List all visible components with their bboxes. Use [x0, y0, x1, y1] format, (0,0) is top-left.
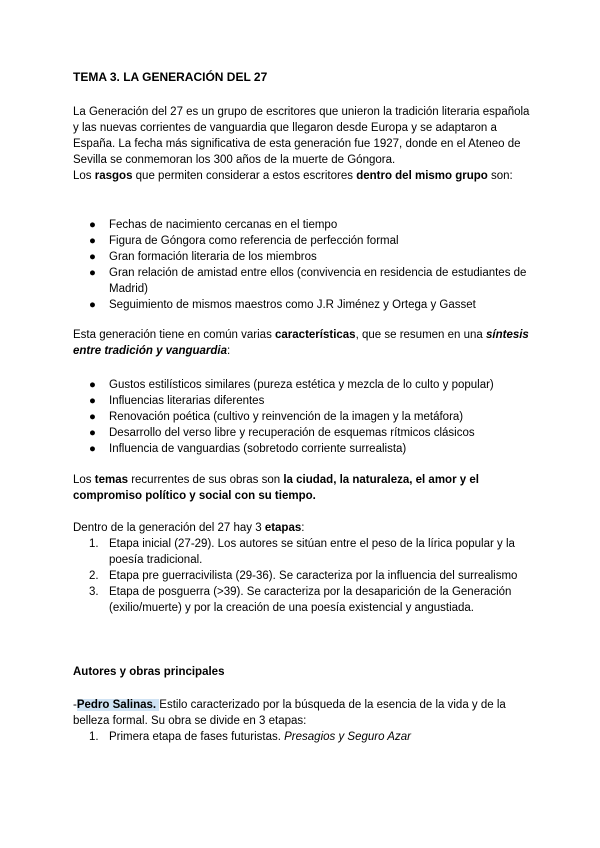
list-item-text: Etapa inicial (27-29). Los autores se sitúan entre el peso de la lírica popular y la poesía tradicional. — [109, 538, 515, 566]
caract-post: : — [227, 345, 231, 357]
caract-bold-italic: síntesis entre tradición y vanguardia — [73, 329, 529, 357]
caract-mid: , que se resumen en una — [355, 329, 486, 341]
list-number: 3. — [89, 586, 99, 598]
bullet-icon: ● — [89, 267, 96, 279]
salinas-paragraph — [73, 697, 533, 729]
list-item-text: Etapa pre guerracivilista (29-36). Se caracteriza por la influencia del surrealismo — [109, 570, 518, 582]
list-item-text: Gustos estilísticos similares (pureza estética y mezcla de lo culto y popular) — [109, 379, 494, 391]
list-number: 1. — [89, 731, 99, 743]
temas-bold-list: la ciudad, la naturaleza, el amor y el compromiso político y social con su tiempo. — [73, 474, 479, 502]
list-item-text: Desarrollo del verso libre y recuperación de esquemas rítmicos clásicos — [109, 427, 475, 439]
etapas-pre: Dentro de la generación del 27 hay 3 — [73, 522, 265, 534]
list-item — [73, 729, 533, 745]
caracteristicas-list — [73, 377, 533, 457]
list-item-text: Fechas de nacimiento cercanas en el tiempo — [109, 219, 338, 231]
etapas-bold: etapas — [264, 522, 302, 534]
bullet-icon: ● — [89, 235, 96, 247]
etapas-intro — [73, 520, 533, 536]
list-item-text: Gran relación de amistad entre ellos (convivencia en residencia de estudiantes de Madrid) — [109, 267, 527, 295]
list-item — [73, 584, 533, 616]
list-item-text: Renovación poética (cultivo y reinvención de la imagen y la metáfora) — [109, 411, 464, 423]
list-item — [73, 536, 533, 568]
list-number: 1. — [89, 538, 99, 550]
intro-rasgos-bold: rasgos — [94, 170, 133, 182]
temas-pre: Los — [73, 474, 95, 486]
list-item — [73, 233, 533, 249]
salinas-text: Estilo caracterizado por la búsqueda de la esencia de la vida y de la belleza formal. Su obra se divide en 3 etapas: — [73, 699, 506, 727]
salinas-works-italic: Presagios y Seguro Azar — [284, 731, 411, 743]
autores-heading: Autores y obras principales — [73, 666, 225, 678]
bullet-icon: ● — [89, 299, 96, 311]
temas-mid: recurrentes de sus obras son — [128, 474, 284, 486]
list-item — [73, 217, 533, 233]
list-item-text: Influencias literarias diferentes — [109, 395, 265, 407]
intro-line2-pre: Los — [73, 170, 95, 182]
list-item-text: Influencia de vanguardias (sobretodo corriente surrealista) — [109, 443, 407, 455]
caract-pre: Esta generación tiene en común varias — [73, 329, 276, 341]
bullet-icon: ● — [89, 443, 96, 455]
intro-paragraph — [73, 104, 533, 184]
list-item-text: Figura de Góngora como referencia de perfección formal — [109, 235, 399, 247]
list-item — [73, 265, 533, 297]
list-item-text: Primera etapa de fases futuristas. — [109, 731, 285, 743]
bullet-icon: ● — [89, 219, 96, 231]
list-item — [73, 377, 533, 393]
list-item — [73, 393, 533, 409]
list-item — [73, 441, 533, 457]
intro-grupo-bold: dentro del mismo grupo — [356, 170, 488, 182]
list-item — [73, 425, 533, 441]
caract-bold: características — [275, 329, 356, 341]
caracteristicas-paragraph — [73, 327, 533, 359]
temas-bold: temas — [94, 474, 128, 486]
rasgos-list — [73, 217, 533, 313]
bullet-icon: ● — [89, 427, 96, 439]
list-item-text: Seguimiento de mismos maestros como J.R Jiménez y Ortega y Gasset — [109, 299, 476, 311]
bullet-icon: ● — [89, 379, 96, 391]
list-item — [73, 409, 533, 425]
list-item-text: Gran formación literaria de los miembros — [109, 251, 317, 263]
list-item-text: Etapa de posguerra (>39). Se caracteriza por la desaparición de la Generación (exilio/muerte) y por la creación de una poesía existencial y angustiada. — [109, 586, 512, 614]
bullet-icon: ● — [89, 411, 96, 423]
salinas-name-highlight: Pedro Salinas. — [76, 699, 160, 711]
bullet-icon: ● — [89, 251, 96, 263]
etapas-post: : — [301, 522, 305, 534]
list-item — [73, 297, 533, 313]
etapas-list — [73, 536, 533, 616]
salinas-dash: - — [73, 699, 77, 711]
intro-line2-mid: que permiten considerar a estos escritores — [132, 170, 357, 182]
intro-text: La Generación del 27 es un grupo de escritores que unieron la tradición literaria española y las nuevas corrientes de vanguardia que llegaron desde Europa y se adaptaron a España. La fecha más significativa de esta generación fue 1927, donde en el Ateneo de Sevilla se conmemoran los 300 años de la muerte de Góngora. — [73, 106, 530, 166]
list-item — [73, 568, 533, 584]
bullet-icon: ● — [89, 395, 96, 407]
temas-paragraph — [73, 472, 533, 504]
page-title: TEMA 3. LA GENERACIÓN DEL 27 — [73, 70, 268, 84]
list-item — [73, 249, 533, 265]
salinas-etapas-list — [73, 729, 533, 745]
list-number: 2. — [89, 570, 99, 582]
intro-line2-post: son: — [487, 170, 513, 182]
